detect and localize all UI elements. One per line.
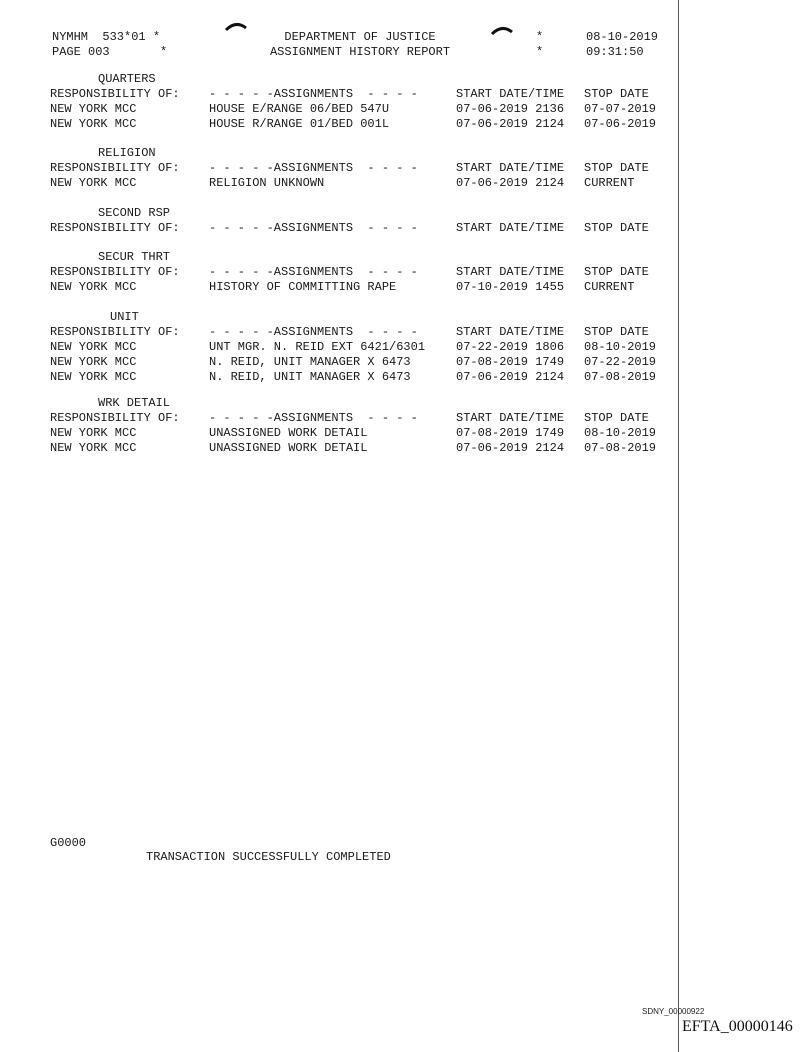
table-row [50, 441, 680, 456]
cell-stop: 07-08-2019 [584, 370, 657, 384]
section-heading-row [50, 265, 680, 280]
cell-assignment: N. REID, UNIT MANAGER X 6473 [209, 355, 411, 369]
cell-assignment: UNT MGR. N. REID EXT 6421/6301 [209, 340, 426, 354]
header-star-2: * [536, 45, 544, 59]
table-row [50, 340, 680, 355]
cell-stop: 08-10-2019 [584, 340, 657, 354]
cell-start: START DATE/TIME [456, 161, 565, 175]
efta-bates-stamp: EFTA_00000146 [682, 1018, 793, 1035]
cell-stop: 08-10-2019 [584, 426, 657, 440]
section-heading-row [50, 221, 680, 236]
cell-responsibility: NEW YORK MCC [50, 176, 137, 190]
cell-start: 07-10-2019 1455 [456, 280, 565, 294]
cell-stop: 07-07-2019 [584, 102, 657, 116]
cell-assignment: UNASSIGNED WORK DETAIL [209, 426, 368, 440]
cell-responsibility: NEW YORK MCC [50, 355, 137, 369]
cell-assignment: N. REID, UNIT MANAGER X 6473 [209, 370, 411, 384]
cell-start: 07-06-2019 2124 [456, 370, 565, 384]
status-message: TRANSACTION SUCCESSFULLY COMPLETED [146, 850, 391, 864]
section-heading-row [50, 87, 680, 102]
cell-start: START DATE/TIME [456, 265, 565, 279]
header-department: DEPARTMENT OF JUSTICE [284, 30, 436, 44]
cell-assignment: - - - - -ASSIGNMENTS - - - - [209, 161, 418, 175]
cell-assignment: - - - - -ASSIGNMENTS - - - - [209, 221, 418, 235]
cell-assignment: HOUSE E/RANGE 06/BED 547U [209, 102, 390, 116]
cell-start: START DATE/TIME [456, 221, 565, 235]
section-title: SECUR THRT [98, 250, 171, 264]
cell-start: 07-06-2019 2124 [456, 176, 565, 190]
section-title: QUARTERS [98, 72, 156, 86]
cell-responsibility: NEW YORK MCC [50, 340, 137, 354]
table-row [50, 117, 680, 132]
cell-responsibility: RESPONSIBILITY OF: [50, 87, 180, 101]
cell-assignment: UNASSIGNED WORK DETAIL [209, 441, 368, 455]
section-title: SECOND RSP [98, 206, 171, 220]
cell-assignment: - - - - -ASSIGNMENTS - - - - [209, 411, 418, 425]
cell-assignment: RELIGION UNKNOWN [209, 176, 325, 190]
cell-stop: CURRENT [584, 176, 635, 190]
transaction-status [50, 822, 391, 864]
table-row [50, 355, 680, 370]
header-page-number: PAGE 003 * [52, 45, 168, 59]
section-title: UNIT [110, 310, 139, 324]
cell-responsibility: NEW YORK MCC [50, 370, 137, 384]
cell-responsibility: NEW YORK MCC [50, 102, 137, 116]
cell-assignment: HISTORY OF COMMITTING RAPE [209, 280, 397, 294]
cell-start: 07-08-2019 1749 [456, 426, 565, 440]
header-system-id: NYMHM 533*01 * [52, 30, 161, 44]
cell-start: 07-06-2019 2124 [456, 117, 565, 131]
table-row [50, 426, 680, 441]
cell-stop: 07-22-2019 [584, 355, 657, 369]
cell-stop: CURRENT [584, 280, 635, 294]
table-row [50, 280, 680, 295]
sdny-bates-stamp: SDNY_00000922 [642, 1007, 705, 1016]
cell-stop: STOP DATE [584, 221, 649, 235]
cell-responsibility: NEW YORK MCC [50, 117, 137, 131]
cell-responsibility: RESPONSIBILITY OF: [50, 325, 180, 339]
cell-assignment: HOUSE R/RANGE 01/BED 001L [209, 117, 390, 131]
cell-stop: STOP DATE [584, 87, 649, 101]
cell-start: 07-08-2019 1749 [456, 355, 565, 369]
table-row [50, 176, 680, 191]
cell-stop: STOP DATE [584, 265, 649, 279]
header-date: 08-10-2019 [586, 30, 659, 44]
cell-stop: 07-08-2019 [584, 441, 657, 455]
cell-responsibility: RESPONSIBILITY OF: [50, 161, 180, 175]
header-star-1: * [536, 30, 544, 44]
table-row [50, 370, 680, 385]
cell-stop: 07-06-2019 [584, 117, 657, 131]
cell-responsibility: NEW YORK MCC [50, 426, 137, 440]
cell-start: START DATE/TIME [456, 87, 565, 101]
section-heading-row [50, 161, 680, 176]
table-row [50, 102, 680, 117]
cell-start: START DATE/TIME [456, 325, 565, 339]
cell-assignment: - - - - -ASSIGNMENTS - - - - [209, 87, 418, 101]
section-heading-row [50, 411, 680, 426]
header-report-name: ASSIGNMENT HISTORY REPORT [269, 45, 451, 59]
cell-stop: STOP DATE [584, 161, 649, 175]
cell-responsibility: NEW YORK MCC [50, 280, 137, 294]
section-title: RELIGION [98, 146, 156, 160]
cell-start: 07-06-2019 2124 [456, 441, 565, 455]
page-edge-line [678, 0, 679, 1052]
report-sections [50, 0, 680, 520]
cell-stop: STOP DATE [584, 325, 649, 339]
section-title: WRK DETAIL [98, 396, 171, 410]
cell-responsibility: RESPONSIBILITY OF: [50, 411, 180, 425]
section-heading-row [50, 325, 680, 340]
cell-responsibility: NEW YORK MCC [50, 441, 137, 455]
cell-start: START DATE/TIME [456, 411, 565, 425]
cell-assignment: - - - - -ASSIGNMENTS - - - - [209, 265, 418, 279]
header-time: 09:31:50 [586, 45, 644, 59]
cell-responsibility: RESPONSIBILITY OF: [50, 265, 180, 279]
cell-stop: STOP DATE [584, 411, 649, 425]
cell-responsibility: RESPONSIBILITY OF: [50, 221, 180, 235]
cell-start: 07-06-2019 2136 [456, 102, 565, 116]
cell-start: 07-22-2019 1806 [456, 340, 565, 354]
cell-assignment: - - - - -ASSIGNMENTS - - - - [209, 325, 418, 339]
status-code: G0000 [50, 836, 87, 850]
